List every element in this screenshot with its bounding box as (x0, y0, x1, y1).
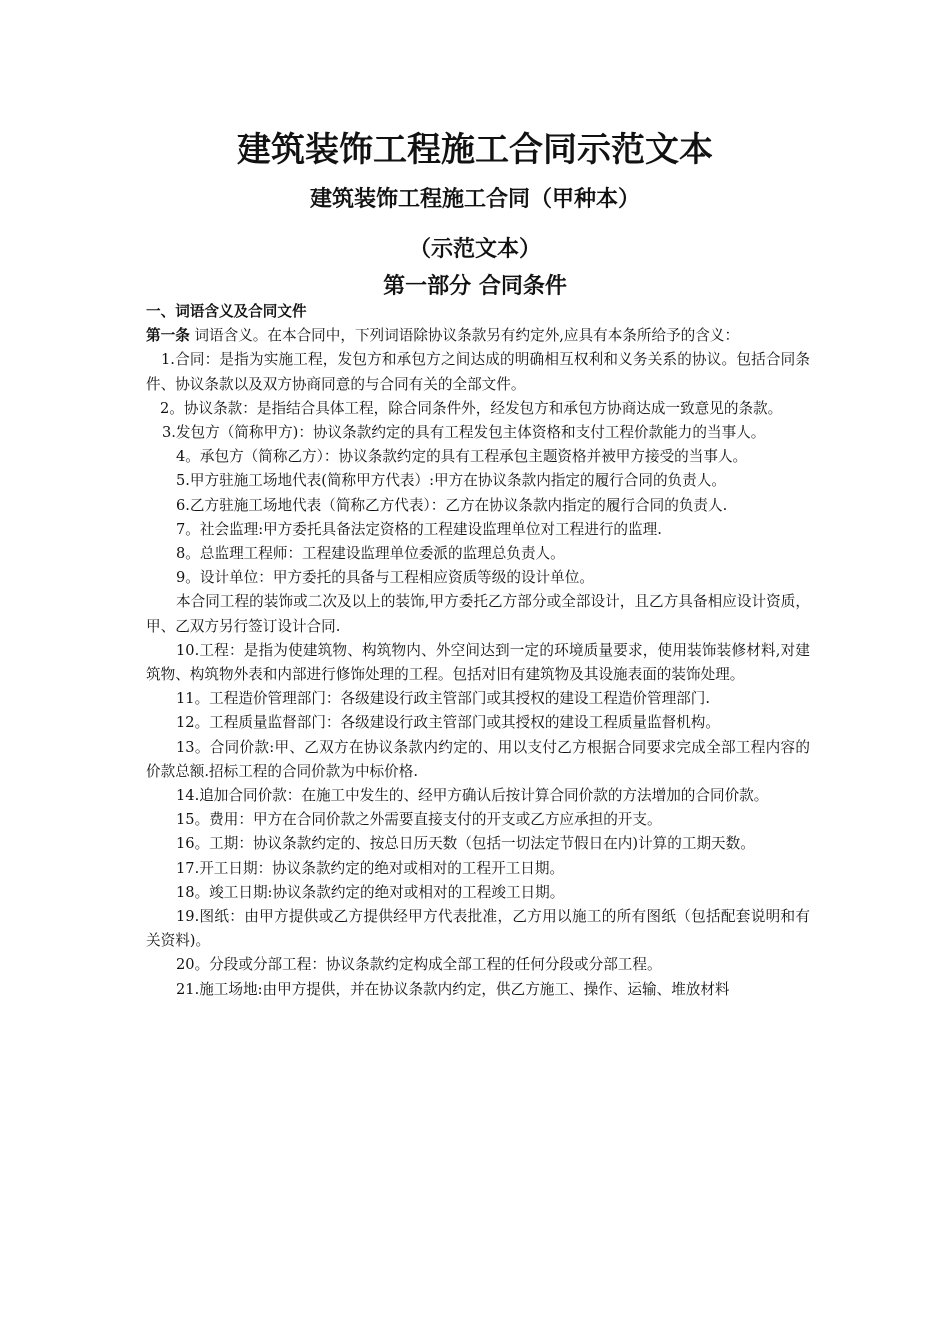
clause-item: 12。工程质量监督部门：各级建设行政主管部门或其授权的建设工程质量监督机构。 (176, 714, 720, 732)
clause-item: 5.甲方驻施工场地代表(简称甲方代表）:甲方在协议条款内指定的履行合同的负责人。 (176, 472, 726, 490)
clause-item: 17.开工日期：协议条款约定的绝对或相对的工程开工日期。 (176, 859, 565, 877)
clause-item: 20。分段或分部工程：协议条款约定构成全部工程的任何分段或分部工程。 (176, 956, 662, 974)
clause-item: 14.追加合同价款：在施工中发生的、经甲方确认后按计算合同价款的方法增加的合同价款。 (176, 787, 769, 805)
clause-item: 3.发包方（简称甲方)：协议条款约定的具有工程发包主体资格和支付工程价款能力的当事人。 (162, 424, 766, 442)
clause-item: 本合同工程的装饰或二次及以上的装饰,甲方委托乙方部分或全部设计，且乙方具备相应设计资质，甲、乙双方另行签订设计合同. (146, 593, 810, 635)
clause-item: 2。协议条款：是指结合具体工程，除合同条件外，经发包方和承包方协商达成一致意见的条款。 (160, 399, 783, 417)
part-title: 第一部分 合同条件 (383, 273, 567, 299)
document-title: 建筑装饰工程施工合同示范文本 (237, 130, 713, 170)
clause-item: 15。费用：甲方在合同价款之外需要直接支付的开支或乙方应承担的开支。 (176, 811, 662, 829)
clause-item: 8。总监理工程师：工程建设监理单位委派的监理总负责人。 (176, 545, 565, 563)
clause-item: 6.乙方驻施工场地代表（简称乙方代表）：乙方在协议条款内指定的履行合同的负责人. (176, 496, 728, 514)
clause-item: 7。社会监理:甲方委托具备法定资格的工程建设监理单位对工程进行的监理. (176, 520, 662, 538)
clause-item: 19.图纸：由甲方提供或乙方提供经甲方代表批准，乙方用以施工的所有图纸（包括配套说明和有关资料)。 (146, 908, 810, 950)
clause-item: 16。工期：协议条款约定的、按总日历天数（包括一切法定节假日在内)计算的工期天数。 (176, 835, 755, 853)
document-subtitle-sample: （示范文本） (408, 236, 541, 262)
article-1 (146, 324, 810, 348)
article-1-text: 词语含义。在本合同中，下列词语除协议条款另有约定外,应具有本条所给予的含义： (189, 327, 740, 345)
clause-item: 4。承包方（简称乙方）：协议条款约定的具有工程承包主题资格并被甲方接受的当事人。 (176, 448, 748, 466)
clause-item: 1.合同：是指为实施工程，发包方和承包方之间达成的明确相互权利和义务关系的协议。包括合同条件、协议条款以及双方协商同意的与合同有关的全部文件。 (146, 351, 810, 393)
article-1-label: 第一条 (146, 327, 190, 345)
clause-item: 11。工程造价管理部门：各级建设行政主管部门或其授权的建设工程造价管理部门. (176, 690, 710, 708)
clause-item: 10.工程：是指为使建筑物、构筑物内、外空间达到一定的环境质量要求，使用装饰装修材料,对建筑物、构筑物外表和内部进行修饰处理的工程。包括对旧有建筑物及其设施表面的装饰处理。 (146, 641, 810, 684)
section-heading: 一、词语含义及合同文件 (146, 303, 307, 320)
clause-item: 18。竣工日期:协议条款约定的绝对或相对的工程竣工日期。 (176, 883, 565, 901)
document-subtitle: 建筑装饰工程施工合同（甲种本） (309, 186, 640, 212)
clause-item: 9。设计单位：甲方委托的具备与工程相应资质等级的设计单位。 (176, 569, 594, 587)
document-body (146, 300, 810, 1002)
clause-item: 13。合同价款:甲、乙双方在协议条款内约定的、用以支付乙方根据合同要求完成全部工程内容的价款总额.招标工程的合同价款为中标价格. (146, 738, 810, 780)
clause-item: 21.施工场地:由甲方提供，并在协议条款内约定，供乙方施工、操作、运输、堆放材料 (176, 980, 730, 998)
